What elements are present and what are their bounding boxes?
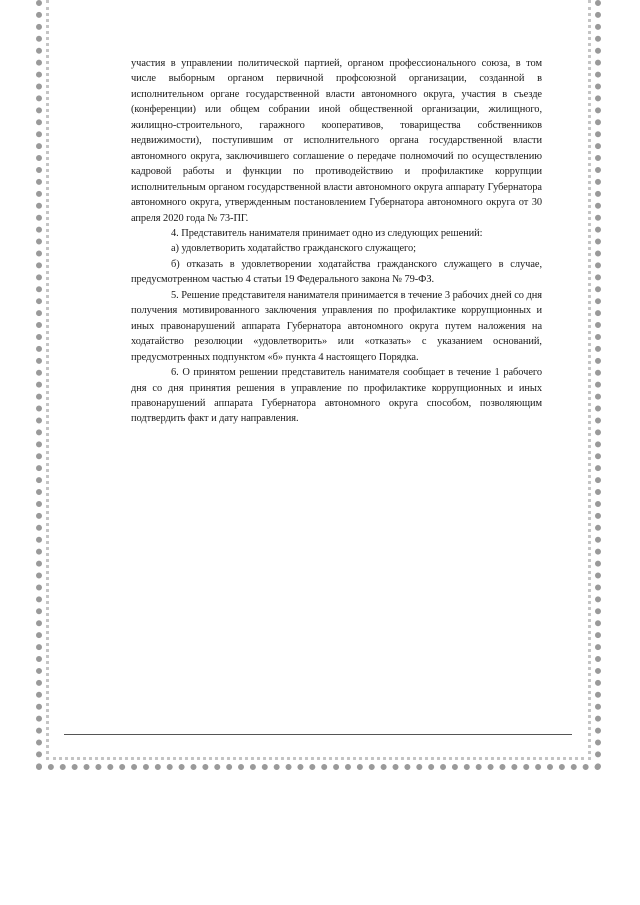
- document-body: [131, 56, 542, 427]
- paragraph-item-5: 5. Решение представителя нанимателя принимается в течение 3 рабочих дней со дня получения мотивированного заключения управления по профилактике коррупционных и иных правонарушений аппарата Губернатора автономного округа путем наложения на ходатайство резолюции «удовлетворить» или «отказать» с указанием оснований, предусмотренных подпунктом «б» пункта 4 настоящего Порядка.: [131, 289, 542, 363]
- paragraph-item-4b: б) отказать в удовлетворении ходатайства гражданского служащего в случае, предусмотренном частью 4 статьи 19 Федерального закона № 79-ФЗ.: [131, 258, 542, 286]
- paragraph-item-4: 4. Представитель нанимателя принимает одно из следующих решений:: [171, 227, 483, 239]
- paragraph-continuation: участия в управлении политической партией, органом профессионального союза, в том числе выборным органом первичной профсоюзной организации, созданной в исполнительном органе государственной власти автономного округа, участия в съезде (конференции) или общем собрании иной общественной организации, жилищного, жилищно-строительного, гаражного кооперативов, товарищества собственников недвижимости), поступившим от исполнительного органа государственной власти автономного округа, заключившего соглашение о передаче полномочий по осуществлению кадровой работы и функции по противодействию и профилактике коррупции исполнительным органом государственной власти автономного округа аппарату Губернатора автономного округа, утвержденным постановлением Губернатора автономного округа от 30 апреля 2020 года № 73-ПГ.: [131, 58, 542, 224]
- paragraph-item-6: 6. О принятом решении представитель нанимателя сообщает в течение 1 рабочего дня со дня принятия решения в управление по профилактике коррупционных и иных правонарушений аппарата Губернатора автономного округа способом, позволяющим подтвердить факт и дату направления.: [131, 367, 542, 425]
- paragraph-item-4a: а) удовлетворить ходатайство гражданского служащего;: [171, 243, 416, 255]
- footnote-rule: [64, 734, 572, 735]
